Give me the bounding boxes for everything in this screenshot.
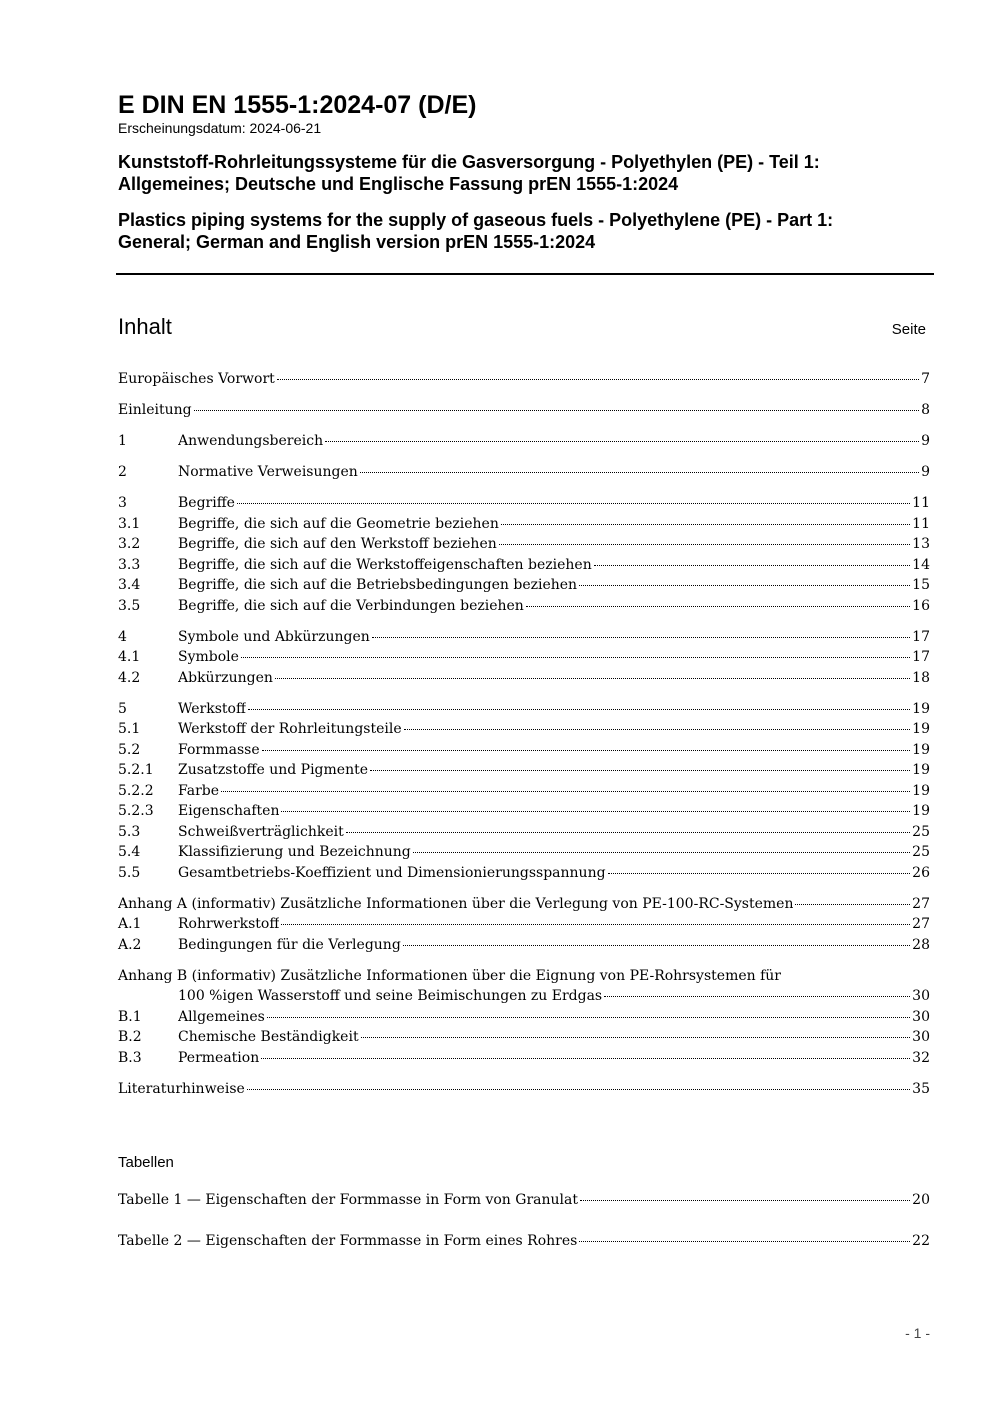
toc-entry-page: 32 bbox=[912, 1049, 930, 1066]
toc-entry-literatur[interactable] bbox=[118, 1081, 930, 1102]
table-entry-page: 22 bbox=[912, 1232, 930, 1249]
toc-entry-title: Symbole und Abkürzungen bbox=[178, 628, 370, 645]
toc-entry-page: 8 bbox=[921, 402, 930, 418]
leader-dots bbox=[403, 945, 910, 946]
leader-dots bbox=[262, 750, 911, 751]
leader-dots bbox=[579, 585, 910, 586]
table-entry-title: Tabelle 1 — Eigenschaften der Formmasse in Form von Granulat bbox=[118, 1192, 578, 1208]
title-english bbox=[118, 209, 934, 253]
leader-dots bbox=[248, 709, 910, 710]
leader-dots bbox=[526, 606, 910, 607]
leader-dots bbox=[501, 524, 910, 525]
toc-entry-page: 7 bbox=[921, 371, 930, 387]
toc-entry-page: 30 bbox=[912, 1029, 930, 1045]
leader-dots bbox=[594, 565, 910, 566]
toc-entry-number: 3.5 bbox=[118, 597, 141, 614]
toc-entry-number: 3 bbox=[118, 495, 127, 511]
leader-dots bbox=[499, 544, 910, 545]
toc-entry-3-3[interactable] bbox=[118, 557, 930, 578]
toc-entry-3-2[interactable] bbox=[118, 536, 930, 557]
toc-entry-page: 19 bbox=[912, 803, 930, 819]
toc-entry-5-1[interactable] bbox=[118, 721, 930, 742]
contents-header bbox=[118, 314, 926, 344]
leader-dots bbox=[580, 1200, 910, 1201]
toc-entry-page: 19 bbox=[912, 741, 930, 758]
toc-entry-page: 11 bbox=[912, 495, 930, 511]
toc-entry-page: 30 bbox=[912, 988, 930, 1004]
leader-dots bbox=[361, 1037, 911, 1038]
toc-entry-5-3[interactable] bbox=[118, 824, 930, 845]
toc-entry-page: 27 bbox=[912, 895, 930, 912]
title-german-line-1: Kunststoff-Rohrleitungssysteme für die Gasversorgung - Polyethylen (PE) - Teil 1: bbox=[118, 152, 820, 172]
toc-entry-title: Begriffe, die sich auf den Werkstoff beziehen bbox=[178, 536, 497, 552]
toc-entry-vorwort[interactable] bbox=[118, 371, 930, 392]
toc-entry-number: 5.4 bbox=[118, 844, 141, 860]
publication-date: Erscheinungsdatum: 2024-06-21 bbox=[118, 120, 322, 136]
leader-dots bbox=[579, 1241, 910, 1242]
toc-entry-title: Werkstoff der Rohrleitungsteile bbox=[178, 721, 402, 737]
toc-entry-a-1[interactable] bbox=[118, 916, 930, 937]
toc-entry-number: 5 bbox=[118, 700, 127, 717]
toc-entry-title: Anhang B (informativ) Zusätzliche Informationen über die Eignung von PE-Rohrsystemen für bbox=[118, 967, 781, 984]
toc-entry-number: 3.3 bbox=[118, 556, 141, 573]
toc-entry-title: Chemische Beständigkeit bbox=[178, 1029, 359, 1045]
toc-entry-b-1[interactable] bbox=[118, 1009, 930, 1030]
toc-entry-title: Klassifizierung und Bezeichnung bbox=[178, 844, 411, 860]
toc-entry-5-5[interactable] bbox=[118, 865, 930, 886]
toc-entry-page: 27 bbox=[912, 916, 930, 932]
list-of-tables bbox=[118, 1192, 930, 1273]
page-column-label: Seite bbox=[891, 321, 926, 338]
toc-entry-einleitung[interactable] bbox=[118, 402, 930, 423]
toc-entry-page: 17 bbox=[912, 649, 930, 665]
toc-entry-title: Anwendungsbereich bbox=[178, 433, 324, 449]
toc-entry-4-2[interactable] bbox=[118, 670, 930, 691]
leader-dots bbox=[237, 503, 910, 504]
toc-entry-number: 4.1 bbox=[118, 649, 141, 665]
toc-entry-title: Farbe bbox=[178, 782, 220, 799]
leader-dots bbox=[325, 441, 919, 442]
toc-entry-5[interactable] bbox=[118, 701, 930, 722]
document-id: E DIN EN 1555-1:2024-07 (D/E) bbox=[118, 91, 477, 119]
toc-entry-page: 15 bbox=[912, 577, 930, 593]
leader-dots bbox=[346, 832, 910, 833]
toc-entry-title: Literaturhinweise bbox=[118, 1080, 245, 1097]
leader-dots bbox=[247, 1089, 910, 1090]
toc-entry-page: 14 bbox=[912, 556, 930, 573]
toc-entry-number: 5.1 bbox=[118, 721, 141, 737]
toc-entry-title: Allgemeines bbox=[178, 1008, 265, 1025]
document-header bbox=[118, 90, 934, 253]
toc-entry-title: Abkürzungen bbox=[178, 669, 273, 686]
toc-entry-page: 9 bbox=[921, 433, 930, 449]
toc-entry-title: Bedingungen für die Verlegung bbox=[178, 936, 401, 953]
toc-entry-title: Zusatzstoffe und Pigmente bbox=[178, 762, 368, 778]
tables-heading: Tabellen bbox=[118, 1154, 174, 1171]
header-rule bbox=[116, 273, 934, 275]
table-entry-title: Tabelle 2 — Eigenschaften der Formmasse in Form eines Rohres bbox=[118, 1232, 578, 1249]
leader-dots bbox=[604, 996, 910, 997]
toc-entry-title: Begriffe bbox=[178, 495, 235, 511]
toc-entry-number: 5.2.2 bbox=[118, 782, 154, 799]
toc-entry-4-1[interactable] bbox=[118, 649, 930, 670]
leader-dots bbox=[281, 924, 910, 925]
toc-entry-number: 5.2.3 bbox=[118, 803, 154, 819]
title-german-line-2: Allgemeines; Deutsche und Englische Fassung prEN 1555-1:2024 bbox=[118, 174, 679, 194]
toc-entry-number: A.1 bbox=[118, 916, 142, 932]
toc-entry-number: 5.2.1 bbox=[118, 762, 154, 778]
toc-entry-page: 25 bbox=[912, 844, 930, 860]
toc-entry-number: B.2 bbox=[118, 1029, 142, 1045]
toc-entry-page: 19 bbox=[912, 762, 930, 778]
leader-dots bbox=[372, 637, 910, 638]
toc-entry-title: Eigenschaften bbox=[178, 803, 280, 819]
toc-entry-title: Begriffe, die sich auf die Betriebsbedingungen beziehen bbox=[178, 577, 578, 593]
leader-dots bbox=[608, 873, 911, 874]
toc-entry-number: A.2 bbox=[118, 936, 142, 953]
toc-entry-3-5[interactable] bbox=[118, 598, 930, 619]
toc-entry-page: 13 bbox=[912, 536, 930, 552]
toc-entry-page: 11 bbox=[912, 515, 930, 532]
toc-entry-page: 28 bbox=[912, 936, 930, 953]
toc-entry-5-2-3[interactable] bbox=[118, 803, 930, 824]
toc-entry-title: Anhang A (informativ) Zusätzliche Informationen über die Verlegung von PE-100-RC-Systemen bbox=[118, 895, 794, 912]
toc-entry-4[interactable] bbox=[118, 629, 930, 650]
toc-entry-number: 5.2 bbox=[118, 741, 141, 758]
leader-dots bbox=[281, 811, 910, 812]
toc-entry-page: 19 bbox=[912, 782, 930, 799]
toc-entry-number: 4.2 bbox=[118, 669, 141, 686]
toc-entry-number: B.3 bbox=[118, 1049, 142, 1066]
leader-dots bbox=[413, 852, 910, 853]
toc-entry-page: 19 bbox=[912, 700, 930, 717]
toc-entry-5-2[interactable] bbox=[118, 742, 930, 763]
contents-title: Inhalt bbox=[118, 314, 172, 339]
title-english-line-2: General; German and English version prEN 1555-1:2024 bbox=[118, 232, 596, 252]
toc-entry-number: 4 bbox=[118, 628, 127, 645]
toc-entry-title: Begriffe, die sich auf die Verbindungen beziehen bbox=[178, 597, 524, 614]
leader-dots bbox=[221, 791, 910, 792]
toc-entry-5-4[interactable] bbox=[118, 844, 930, 865]
toc-entry-title: Einleitung bbox=[118, 402, 192, 418]
toc-entry-2[interactable] bbox=[118, 464, 930, 485]
toc-entry-number: B.1 bbox=[118, 1008, 142, 1025]
toc-entry-number: 5.3 bbox=[118, 823, 141, 840]
toc-entry-title: Rohrwerkstoff bbox=[178, 916, 280, 932]
toc-entry-a-2[interactable] bbox=[118, 937, 930, 958]
toc-entry-5-2-2[interactable] bbox=[118, 783, 930, 804]
toc-entry-number: 2 bbox=[118, 464, 127, 480]
toc-entry-title: Formmasse bbox=[178, 741, 260, 758]
leader-dots bbox=[404, 729, 911, 730]
toc-entry-page: 18 bbox=[912, 669, 930, 686]
page-number: - 1 - bbox=[905, 1325, 930, 1341]
toc-entry-page: 19 bbox=[912, 721, 930, 737]
leader-dots bbox=[275, 678, 910, 679]
toc-entry-title: Symbole bbox=[178, 649, 239, 665]
toc-entry-title: Europäisches Vorwort bbox=[118, 371, 275, 387]
toc-entry-page: 16 bbox=[912, 597, 930, 614]
toc-entry-number: 1 bbox=[118, 433, 127, 449]
leader-dots bbox=[261, 1058, 910, 1059]
title-german bbox=[118, 151, 934, 195]
toc-entry-annex-b-cont[interactable] bbox=[118, 988, 930, 1009]
title-english-line-1: Plastics piping systems for the supply of gaseous fuels - Polyethylene (PE) - Part 1: bbox=[118, 210, 834, 230]
toc-entry-title: Normative Verweisungen bbox=[178, 464, 358, 480]
toc-entry-page: 30 bbox=[912, 1008, 930, 1025]
toc-entry-number: 3.1 bbox=[118, 515, 141, 532]
toc-entry-annex-b[interactable] bbox=[118, 968, 930, 989]
table-of-contents bbox=[118, 371, 930, 1112]
leader-dots bbox=[241, 657, 910, 658]
leader-dots bbox=[795, 904, 910, 905]
leader-dots bbox=[277, 379, 919, 380]
toc-entry-page: 26 bbox=[912, 864, 930, 881]
toc-entry-page: 9 bbox=[921, 464, 930, 480]
toc-entry-number: 5.5 bbox=[118, 864, 141, 881]
toc-entry-1[interactable] bbox=[118, 433, 930, 454]
toc-entry-b-3[interactable] bbox=[118, 1050, 930, 1071]
toc-entry-title: 100 %igen Wasserstoff und seine Beimischungen zu Erdgas bbox=[178, 988, 603, 1004]
leader-dots bbox=[194, 410, 920, 411]
leader-dots bbox=[360, 472, 919, 473]
toc-entry-title: Begriffe, die sich auf die Geometrie beziehen bbox=[178, 515, 499, 532]
leader-dots bbox=[370, 770, 910, 771]
toc-entry-title: Gesamtbetriebs-Koeffizient und Dimensionierungsspannung bbox=[178, 864, 606, 881]
table-entry-page: 20 bbox=[912, 1192, 930, 1208]
toc-entry-number: 3.4 bbox=[118, 577, 141, 593]
toc-entry-page: 25 bbox=[912, 823, 930, 840]
toc-entry-annex-a[interactable] bbox=[118, 896, 930, 917]
table-entry-2[interactable] bbox=[118, 1233, 930, 1254]
toc-entry-3[interactable] bbox=[118, 495, 930, 516]
table-entry-1[interactable] bbox=[118, 1192, 930, 1213]
toc-entry-b-2[interactable] bbox=[118, 1029, 930, 1050]
leader-dots bbox=[267, 1017, 910, 1018]
toc-entry-title: Permeation bbox=[178, 1049, 260, 1066]
toc-entry-title: Schweißverträglichkeit bbox=[178, 823, 344, 840]
toc-entry-5-2-1[interactable] bbox=[118, 762, 930, 783]
toc-entry-3-4[interactable] bbox=[118, 577, 930, 598]
toc-entry-page: 35 bbox=[912, 1080, 930, 1097]
toc-entry-number: 3.2 bbox=[118, 536, 141, 552]
toc-entry-title: Werkstoff bbox=[178, 700, 246, 717]
toc-entry-3-1[interactable] bbox=[118, 516, 930, 537]
toc-entry-page: 17 bbox=[912, 628, 930, 645]
toc-entry-title: Begriffe, die sich auf die Werkstoffeigenschaften beziehen bbox=[178, 556, 592, 573]
